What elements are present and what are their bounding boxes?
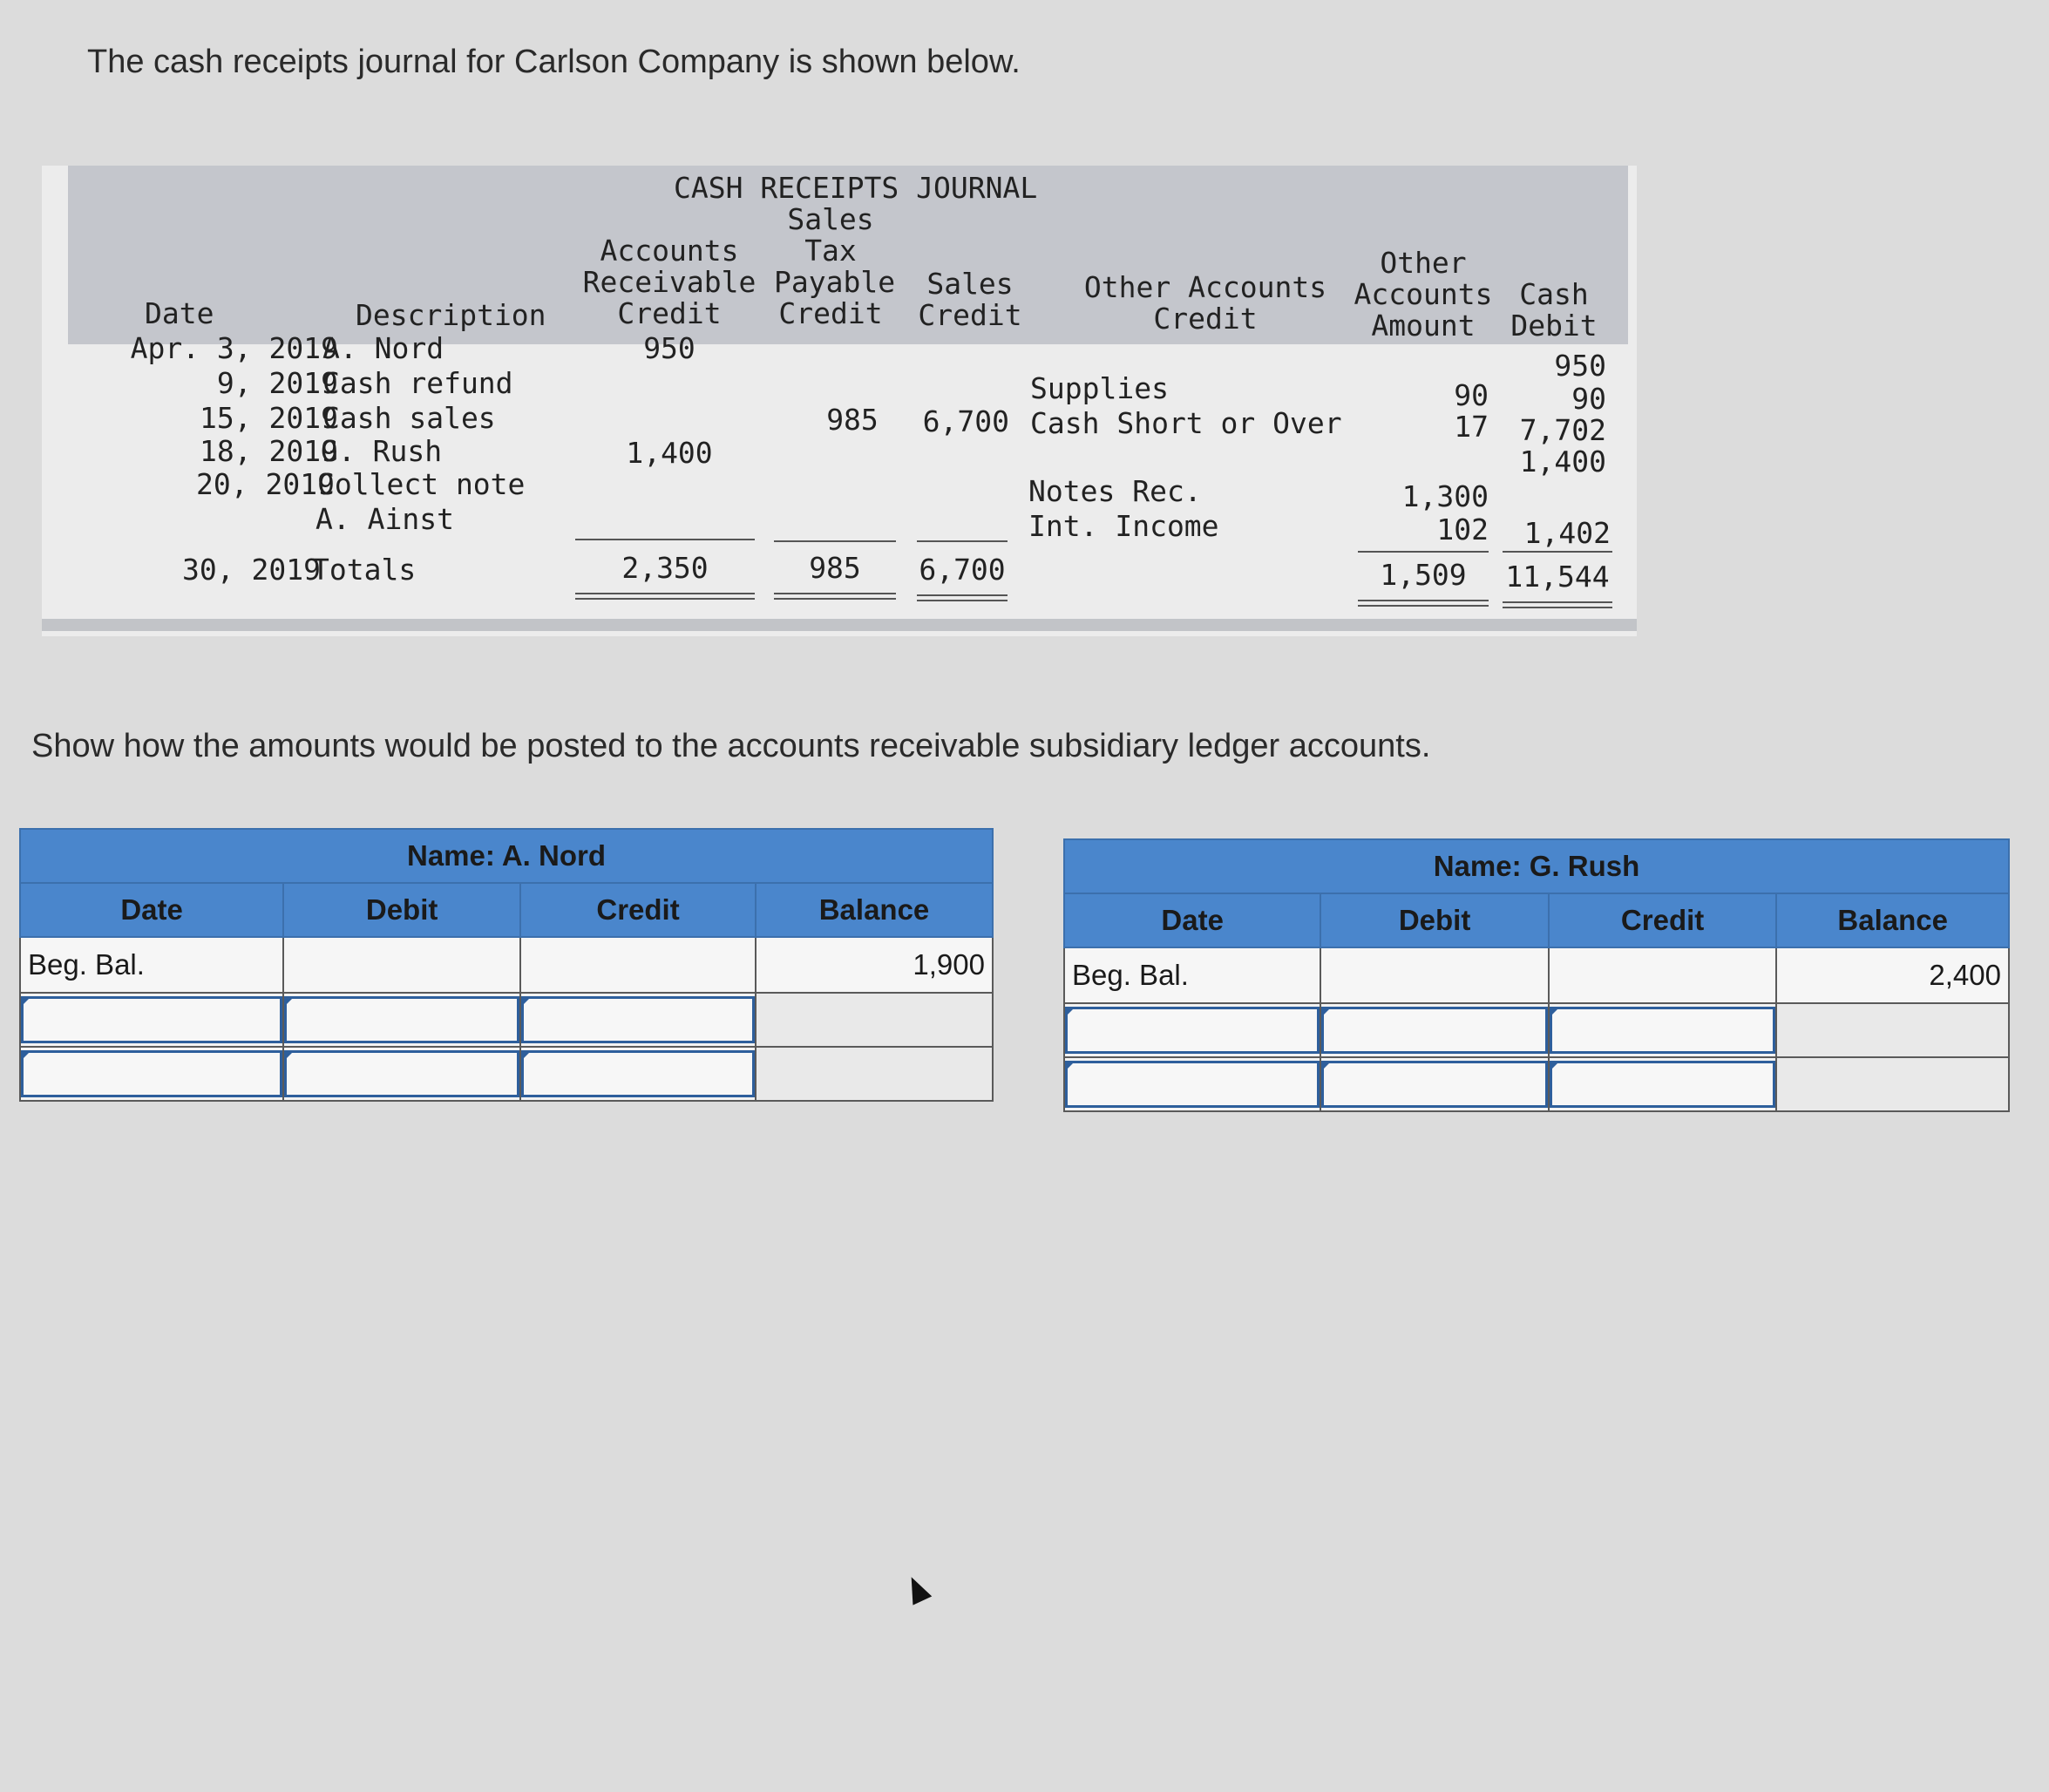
journal-title: CASH RECEIPTS JOURNAL	[674, 171, 1038, 205]
debit-input-2[interactable]	[283, 1047, 520, 1101]
row3-tax: 985	[826, 403, 879, 437]
col-balance: Balance	[1776, 893, 2009, 947]
col-debit: Debit	[283, 883, 520, 937]
beg-bal-credit	[520, 937, 756, 993]
debit-field-1[interactable]	[284, 996, 519, 1043]
header-ar-2: Receivable	[582, 265, 757, 299]
row1-ar: 950	[643, 331, 695, 365]
mouse-cursor-icon	[902, 1572, 932, 1605]
header-sales-tax-2: Tax	[804, 234, 857, 268]
balance-cell-1	[756, 993, 993, 1047]
row4-ar: 1,400	[626, 436, 713, 470]
date-dropdown-1[interactable]	[1065, 1007, 1320, 1054]
row2-date: 9, 2019	[216, 366, 338, 400]
header-date: Date	[145, 296, 214, 330]
intro-text: The cash receipts journal for Carlson Company is shown below.	[87, 44, 1021, 80]
credit-input-2[interactable]	[1549, 1057, 1777, 1111]
question-text: Show how the amounts would be posted to the accounts receivable subsidiary ledger accounts.	[31, 728, 1431, 764]
row6-cash: 1,402	[1523, 516, 1611, 550]
credit-field-2[interactable]	[521, 1050, 755, 1097]
date-input-1[interactable]	[1064, 1003, 1320, 1057]
drule-tax	[774, 593, 896, 600]
row1-cash: 950	[1554, 349, 1606, 383]
debit-input-1[interactable]	[283, 993, 520, 1047]
beg-bal-credit	[1549, 947, 1777, 1003]
header-sales-tax-3: Payable	[774, 265, 896, 299]
totals-ar: 2,350	[621, 551, 709, 585]
drule-cash	[1503, 601, 1612, 608]
row6-desc: A. Ainst	[315, 502, 454, 536]
totals-sales: 6,700	[919, 553, 1006, 587]
row6-other-amt: 102	[1436, 512, 1489, 546]
drule-other-amt	[1358, 600, 1489, 607]
date-input-2[interactable]	[20, 1047, 283, 1101]
row3-desc: Cash sales	[322, 401, 496, 435]
credit-input-2[interactable]	[520, 1047, 756, 1101]
rule-ar	[575, 539, 755, 540]
row2-other-acct: Supplies	[1030, 371, 1169, 405]
header-other-amt-1: Other	[1380, 246, 1467, 280]
balance-cell-2	[756, 1047, 993, 1101]
credit-input-1[interactable]	[1549, 1003, 1777, 1057]
debit-field-1[interactable]	[1321, 1007, 1547, 1054]
ledger-a-nord-name: Name: A. Nord	[20, 829, 993, 883]
row3-other-acct: Cash Short or Over	[1030, 406, 1342, 440]
beg-bal-label: Beg. Bal.	[1064, 947, 1320, 1003]
header-other-acct-2: Credit	[1153, 302, 1258, 336]
date-input-2[interactable]	[1064, 1057, 1320, 1111]
header-other-amt-2: Accounts	[1354, 277, 1493, 311]
debit-field-2[interactable]	[284, 1050, 519, 1097]
row2-other-amt: 90	[1454, 378, 1489, 412]
date-dropdown-1[interactable]	[21, 996, 282, 1043]
header-ar-1: Accounts	[600, 234, 739, 268]
rule-tax	[774, 540, 896, 542]
row4-date: 18, 2019	[200, 434, 338, 468]
col-credit: Credit	[520, 883, 756, 937]
header-ar-3: Credit	[617, 296, 722, 330]
beg-bal-balance: 2,400	[1776, 947, 2009, 1003]
row5-other-acct: Notes Rec.	[1028, 474, 1202, 508]
credit-field-2[interactable]	[1550, 1061, 1776, 1108]
balance-cell-1	[1776, 1003, 2009, 1057]
beg-bal-debit	[283, 937, 520, 993]
totals-date: 30, 2019	[182, 553, 321, 587]
drule-sales	[917, 594, 1008, 601]
cash-receipts-journal	[42, 166, 1637, 636]
row2-desc: Cash refund	[322, 366, 513, 400]
header-sales-tax-1: Sales	[787, 202, 874, 236]
credit-field-1[interactable]	[521, 996, 755, 1043]
col-debit: Debit	[1320, 893, 1548, 947]
header-cash-1: Cash	[1519, 277, 1589, 311]
row3-other-amt: 17	[1454, 410, 1489, 444]
row4-cash: 1,400	[1519, 445, 1606, 479]
row5-date: 20, 2019	[196, 467, 335, 501]
ledger-g-rush-name: Name: G. Rush	[1064, 839, 2009, 893]
rule-sales	[917, 540, 1008, 542]
row5-other-amt: 1,300	[1401, 479, 1489, 513]
header-other-acct-1: Other Accounts	[1083, 270, 1327, 304]
header-sales-tax-4: Credit	[778, 296, 883, 330]
date-input-1[interactable]	[20, 993, 283, 1047]
journal-bottom-bar	[42, 619, 1637, 631]
header-other-amt-3: Amount	[1371, 309, 1476, 343]
beg-bal-debit	[1320, 947, 1548, 1003]
beg-bal-label: Beg. Bal.	[20, 937, 283, 993]
row3-sales: 6,700	[922, 404, 1009, 438]
date-dropdown-2[interactable]	[1065, 1061, 1320, 1108]
col-credit: Credit	[1549, 893, 1777, 947]
col-date: Date	[1064, 893, 1320, 947]
row5-desc: Collect note	[317, 467, 526, 501]
row1-date: Apr. 3, 2019	[130, 331, 338, 365]
row3-cash: 7,702	[1519, 413, 1606, 447]
rule-other-amt	[1358, 551, 1489, 553]
header-sales-1: Sales	[926, 267, 1014, 301]
totals-other-amt: 1,509	[1380, 558, 1467, 592]
header-sales-2: Credit	[918, 298, 1022, 332]
header-description: Description	[356, 298, 546, 332]
col-date: Date	[20, 883, 283, 937]
debit-input-2[interactable]	[1320, 1057, 1548, 1111]
ledger-a-nord	[19, 828, 994, 1102]
totals-cash: 11,544	[1505, 560, 1610, 594]
row1-desc: A. Nord	[322, 331, 444, 365]
row6-other-acct: Int. Income	[1028, 509, 1219, 543]
credit-input-1[interactable]	[520, 993, 756, 1047]
row2-cash: 90	[1571, 382, 1606, 416]
header-cash-2: Debit	[1510, 309, 1598, 343]
drule-ar	[575, 593, 755, 600]
totals-tax: 985	[809, 551, 861, 585]
credit-field-1[interactable]	[1550, 1007, 1776, 1054]
beg-bal-balance: 1,900	[756, 937, 993, 993]
ledger-g-rush	[1063, 838, 2010, 1112]
rule-cash	[1503, 551, 1612, 553]
debit-input-1[interactable]	[1320, 1003, 1548, 1057]
row3-date: 15, 2019	[200, 401, 338, 435]
row4-desc: G. Rush	[321, 434, 443, 468]
col-balance: Balance	[756, 883, 993, 937]
totals-label: Totals	[312, 553, 417, 587]
debit-field-2[interactable]	[1321, 1061, 1547, 1108]
date-dropdown-2[interactable]	[21, 1050, 282, 1097]
balance-cell-2	[1776, 1057, 2009, 1111]
